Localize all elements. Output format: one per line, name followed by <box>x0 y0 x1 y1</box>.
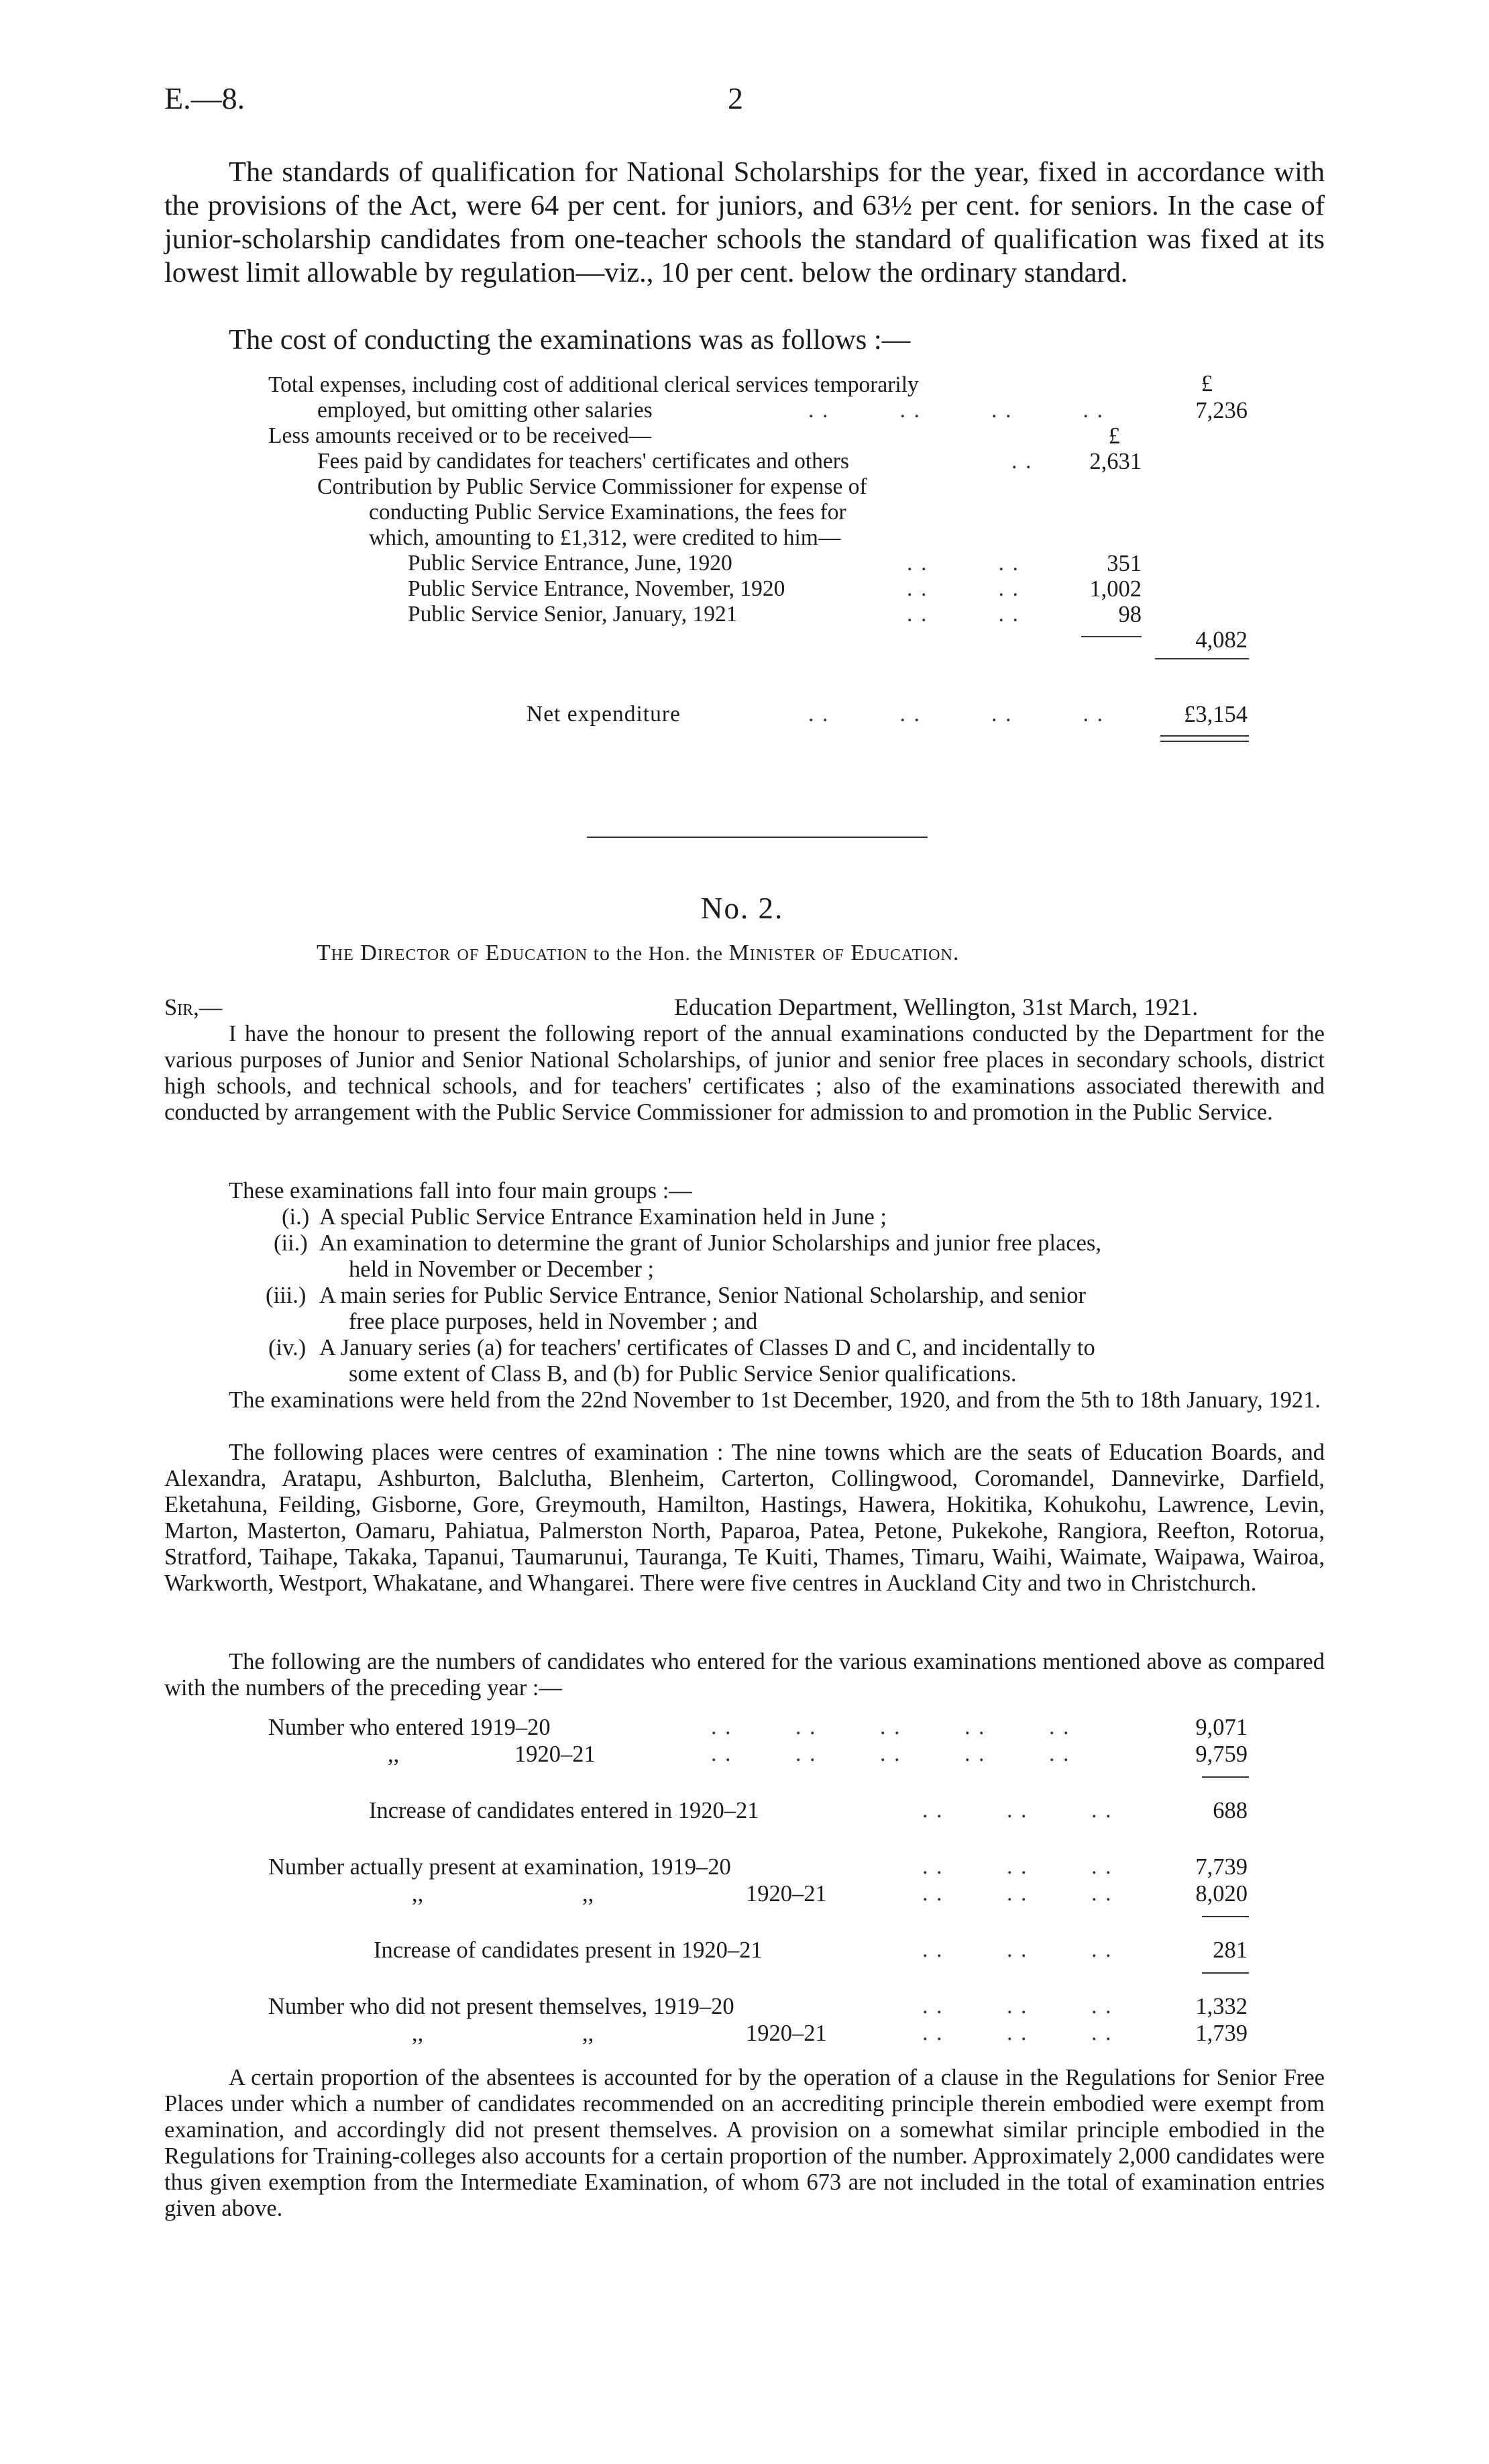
ditto-mark: ,, <box>582 1881 594 1907</box>
leader-dots: . . . . . . <box>922 1881 1113 1906</box>
absent-1920-value: 1,739 <box>1195 2021 1248 2046</box>
net-expenditure-value: £3,154 <box>1184 702 1248 727</box>
document-reference: E.—8. <box>164 81 245 115</box>
total-expenses-value: 7,236 <box>1195 398 1248 423</box>
leader-dots: . . . . . . <box>922 1937 1113 1962</box>
currency-col2: £ <box>1201 371 1213 396</box>
year-label: 1920–21 <box>746 2021 827 2046</box>
leader-dots: . . . . . . . . <box>808 398 1104 423</box>
heading-mid: to the Hon. the <box>593 943 723 965</box>
total-expenses-label: Total expenses, including cost of additional clerical services temporarily <box>268 372 919 397</box>
salutation: Sir,— <box>164 995 223 1020</box>
less-total-value: 4,082 <box>1195 627 1248 653</box>
group-text-cont: some extent of Class B, and (b) for Public Service Senior qualifications. <box>349 1361 1017 1387</box>
present-label: Number actually present at examination, 1919–20 <box>268 1854 731 1880</box>
leader-dots: . . . . . . . . . . <box>711 1715 1070 1739</box>
fees-value: 2,631 <box>1089 449 1142 474</box>
group-text-cont: held in November or December ; <box>349 1256 655 1282</box>
item-value: 98 <box>1118 602 1142 627</box>
leader-dots: . . . . <box>907 576 1019 601</box>
group-label: (i.) <box>282 1204 310 1230</box>
net-expenditure-label: Net expenditure <box>527 702 681 727</box>
group-text: An examination to determine the grant of Junior Scholarships and junior free places, <box>319 1230 1101 1256</box>
page-number: 2 <box>728 81 743 115</box>
absent-label: Number who did not present themselves, 1919–20 <box>268 1994 734 2019</box>
ditto-mark: ,, <box>388 1742 400 1767</box>
leader-dots: . . . . . . <box>922 2021 1113 2045</box>
leader-dots: . . . . . . <box>922 1798 1113 1823</box>
fees-label: Fees paid by candidates for teachers' certificates and others <box>317 449 849 474</box>
ditto-mark: ,, <box>582 2021 594 2046</box>
increase-present-label: Increase of candidates present in 1920–21 <box>374 1937 763 1963</box>
leader-dots: . . . . <box>907 551 1019 576</box>
group-text: A main series for Public Service Entrance, Senior National Scholarship, and senior <box>319 1283 1086 1308</box>
less-label: Less amounts received or to be received— <box>268 423 652 448</box>
heading-to: Minister of Education. <box>728 941 960 965</box>
leader-dots: . . . . . . . . . . <box>711 1742 1070 1766</box>
present-1919-value: 7,739 <box>1195 1854 1248 1880</box>
subtotal-rule <box>1202 1972 1249 1974</box>
group-label: (iii.) <box>266 1283 307 1308</box>
group-label: (iv.) <box>268 1335 307 1360</box>
item-label: Public Service Entrance, June, 1920 <box>408 551 732 576</box>
centres-paragraph: The following places were centres of examination : The nine towns which are the seats of Education Boards, and Alexandra, Aratapu, Ashburton, Balclutha, Blenheim, Carterton, Collingwood, Coromandel, Dannevirke, Darfield, Eketahuna, Feilding, Gisborne, Gore, Greymouth, Hamilton, Hastings, Hawera, Hokitika, Kohukohu, Lawrence, Levin, Marton, Masterton, Oamaru, Pahiatua, Palmerston North, Paparoa, Patea, Petone, Pukekohe, Rangiora, Reefton, Rotorua, Stratford, Taihape, Takaka, Tapanui, Taumarunui, Tauranga, Te Kuiti, Thames, Timaru, Waihi, Waimate, Waipawa, Wairoa, Warkworth, Westport, Whakatane, and Whangarei. There were five centres in Auckland City and two in Christchurch. <box>164 1440 1325 1596</box>
year-label: 1920–21 <box>746 1881 827 1907</box>
leader-dots: . . . . . . <box>922 1854 1113 1879</box>
total-expenses-label-cont: employed, but omitting other salaries <box>317 398 653 423</box>
item-value: 1,002 <box>1089 576 1142 602</box>
section-heading <box>317 941 959 966</box>
present-1920-value: 8,020 <box>1195 1881 1248 1907</box>
contribution-label-cont: conducting Public Service Examinations, the fees for <box>369 500 846 525</box>
subtotal-rule <box>1081 636 1142 637</box>
increase-present-value: 281 <box>1213 1937 1248 1963</box>
leader-dots: . . <box>1011 449 1033 474</box>
year-label: 1920–21 <box>514 1742 596 1767</box>
ditto-mark: ,, <box>412 2021 424 2046</box>
double-rule-top <box>1160 735 1249 737</box>
subtotal-rule <box>1202 1916 1249 1917</box>
contribution-label: Contribution by Public Service Commissioner for expense of <box>317 474 867 499</box>
group-label: (ii.) <box>274 1230 308 1256</box>
section-number: No. 2. <box>701 892 784 925</box>
item-value: 351 <box>1107 551 1142 576</box>
increase-entered-value: 688 <box>1213 1798 1248 1823</box>
numbers-intro: The following are the numbers of candidates who entered for the various examinations mentioned above as compared with the numbers of the preceding year :— <box>164 1649 1325 1701</box>
heading-from: The Director of Education <box>317 941 588 965</box>
section-divider <box>587 837 928 838</box>
item-label: Public Service Entrance, November, 1920 <box>408 576 785 601</box>
group-text: A January series (a) for teachers' certificates of Classes D and C, and incidentally to <box>319 1335 1095 1360</box>
item-label: Public Service Senior, January, 1921 <box>408 602 738 627</box>
group-text: A special Public Service Entrance Examination held in June ; <box>319 1204 887 1230</box>
double-rule-bottom <box>1160 741 1249 742</box>
group-text-cont: free place purposes, held in November ; and <box>349 1309 758 1334</box>
increase-entered-label: Increase of candidates entered in 1920–21 <box>369 1798 759 1823</box>
report-paragraph: I have the honour to present the following report of the annual examinations conducted by the Department for the various purposes of Junior and Senior National Scholarships, of junior and senior free places in secondary schools, district high schools, and technical schools, and for teachers' certificates ; also of the examinations associated therewith and conducted by arrangement with the Public Service Commissioner for admission to and promotion in the Public Service. <box>164 1021 1325 1125</box>
currency-col1: £ <box>1108 423 1120 449</box>
contribution-label-cont: which, amounting to £1,312, were credited to him— <box>369 525 841 550</box>
leader-dots: . . . . . . <box>922 1994 1113 2019</box>
closing-paragraph: A certain proportion of the absentees is accounted for by the operation of a clause in the Regulations for Senior Free Places under which a number of candidates recommended on an accrediting principle therein embodied were exempt from examination, and accordingly did not present themselves. A provision on a somewhat similar principle embodied in the Regulations for Training-colleges also accounts for a certain proportion of the number. Approximately 2,000 candidates were thus given exemption from the Intermediate Examination, of whom 673 are not included in the total of examination entries given above. <box>164 2065 1325 2221</box>
cost-intro: The cost of conducting the examinations was as follows :— <box>229 324 911 356</box>
absent-1919-value: 1,332 <box>1195 1994 1248 2019</box>
leader-dots: . . . . <box>907 602 1019 627</box>
leader-dots: . . . . . . . . <box>808 702 1104 727</box>
entered-1919-value: 9,071 <box>1195 1715 1248 1740</box>
entered-label: Number who entered 1919–20 <box>268 1715 551 1740</box>
address-line: Education Department, Wellington, 31st March, 1921. <box>674 994 1199 1020</box>
dates-paragraph: The examinations were held from the 22nd November to 1st December, 1920, and from the 5th to 18th January, 1921. <box>229 1387 1321 1413</box>
subtotal-rule <box>1202 1776 1249 1778</box>
ditto-mark: ,, <box>412 1881 424 1907</box>
entered-1920-value: 9,759 <box>1195 1742 1248 1767</box>
intro-paragraph: The standards of qualification for National Scholarships for the year, fixed in accordance with the provisions of the Act, were 64 per cent. for juniors, and 63½ per cent. for seniors. In the case of junior-scholarship candidates from one-teacher schools the standard of qualification was fixed at its lowest limit allowable by regulation—viz., 10 per cent. below the ordinary standard. <box>164 156 1325 288</box>
groups-intro: These examinations fall into four main groups :— <box>229 1178 692 1203</box>
total-rule <box>1155 658 1249 659</box>
